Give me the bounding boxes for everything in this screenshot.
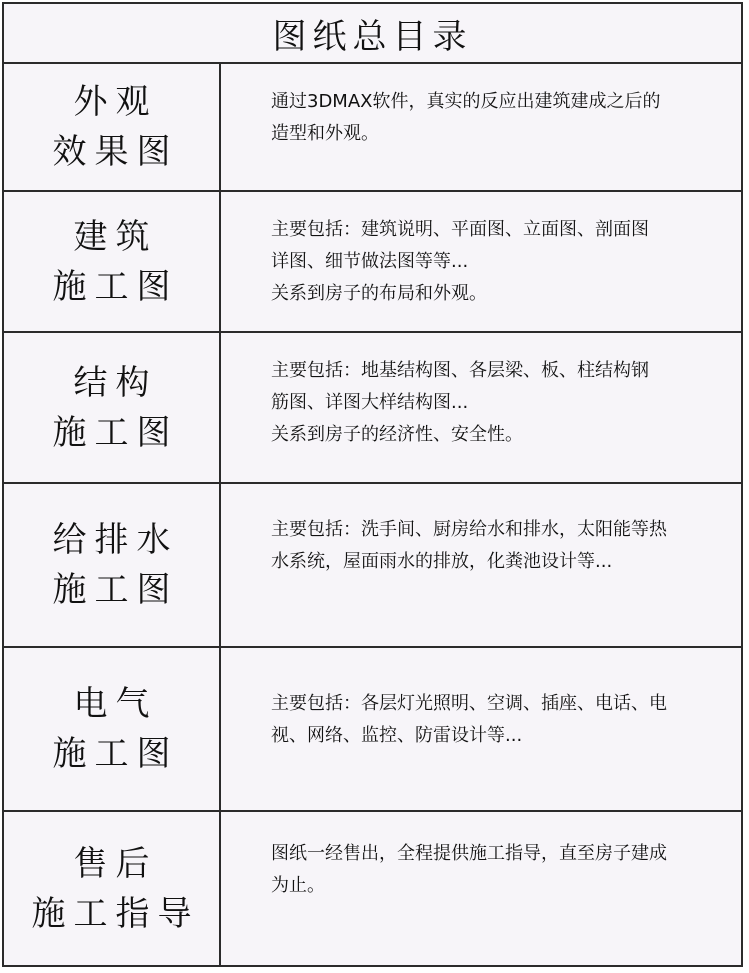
- description-line: 筋图、详图大样结构图...: [271, 392, 469, 413]
- drawing-type-name: 施工图: [52, 570, 179, 610]
- drawing-type-cell: [4, 64, 221, 190]
- page-title: 图纸总目录: [272, 16, 473, 57]
- drawing-type-name: 售后: [73, 843, 158, 884]
- drawing-type-name: 施工图: [52, 266, 179, 307]
- description-line: 图纸一经售出，全程提供施工指导，直至房子建成: [271, 843, 667, 864]
- drawing-description-cell: [221, 812, 741, 965]
- description-line: 关系到房子的布局和外观。: [271, 283, 487, 304]
- drawing-type-name: 效果图: [52, 132, 179, 172]
- drawing-type-cell: [4, 484, 221, 646]
- description-line: 水系统，屋面雨水的排放，化粪池设计等...: [271, 551, 613, 572]
- drawing-description-cell: [221, 333, 741, 482]
- drawing-type-cell: [4, 648, 221, 810]
- drawing-type-name: 施工图: [52, 412, 179, 453]
- drawing-description-cell: [221, 648, 741, 810]
- table-row: [4, 648, 741, 812]
- table-row: [4, 812, 741, 965]
- drawing-type-name: 电气: [73, 684, 158, 724]
- catalog-table: [2, 2, 743, 967]
- table-row: [4, 64, 741, 192]
- description-line: 主要包括：洗手间、厨房给水和排水，太阳能等热: [271, 519, 667, 540]
- drawing-description-cell: [221, 192, 741, 331]
- drawing-type-cell: [4, 192, 221, 331]
- table-row: [4, 484, 741, 648]
- description-line: 主要包括：地基结构图、各层梁、板、柱结构钢: [271, 360, 649, 381]
- drawing-type-name: 施工图: [52, 734, 179, 774]
- table-row: [4, 192, 741, 333]
- description-line: 主要包括：建筑说明、平面图、立面图、剖面图: [271, 219, 649, 240]
- drawing-description-cell: [221, 64, 741, 190]
- description-line: 造型和外观。: [271, 123, 379, 144]
- drawing-type-cell: [4, 333, 221, 482]
- drawing-type-name: 给排水: [52, 520, 179, 560]
- drawing-description-cell: [221, 484, 741, 646]
- drawing-type-name: 外观: [73, 82, 158, 122]
- description-line: 关系到房子的经济性、安全性。: [271, 424, 523, 445]
- description-line: 为止。: [271, 875, 325, 896]
- drawing-type-name: 施工指导: [31, 893, 200, 934]
- drawing-type-name: 结构: [73, 362, 158, 403]
- description-line: 通过3DMAX软件，真实的反应出建筑建成之后的: [271, 91, 661, 112]
- drawing-type-name: 建筑: [73, 216, 158, 257]
- description-line: 视、网络、监控、防雷设计等...: [271, 725, 523, 746]
- description-line: 详图、细节做法图等等...: [271, 251, 469, 272]
- table-title-row: [4, 4, 741, 64]
- description-line: 主要包括：各层灯光照明、空调、插座、电话、电: [271, 693, 667, 714]
- table-row: [4, 333, 741, 484]
- drawing-type-cell: [4, 812, 221, 965]
